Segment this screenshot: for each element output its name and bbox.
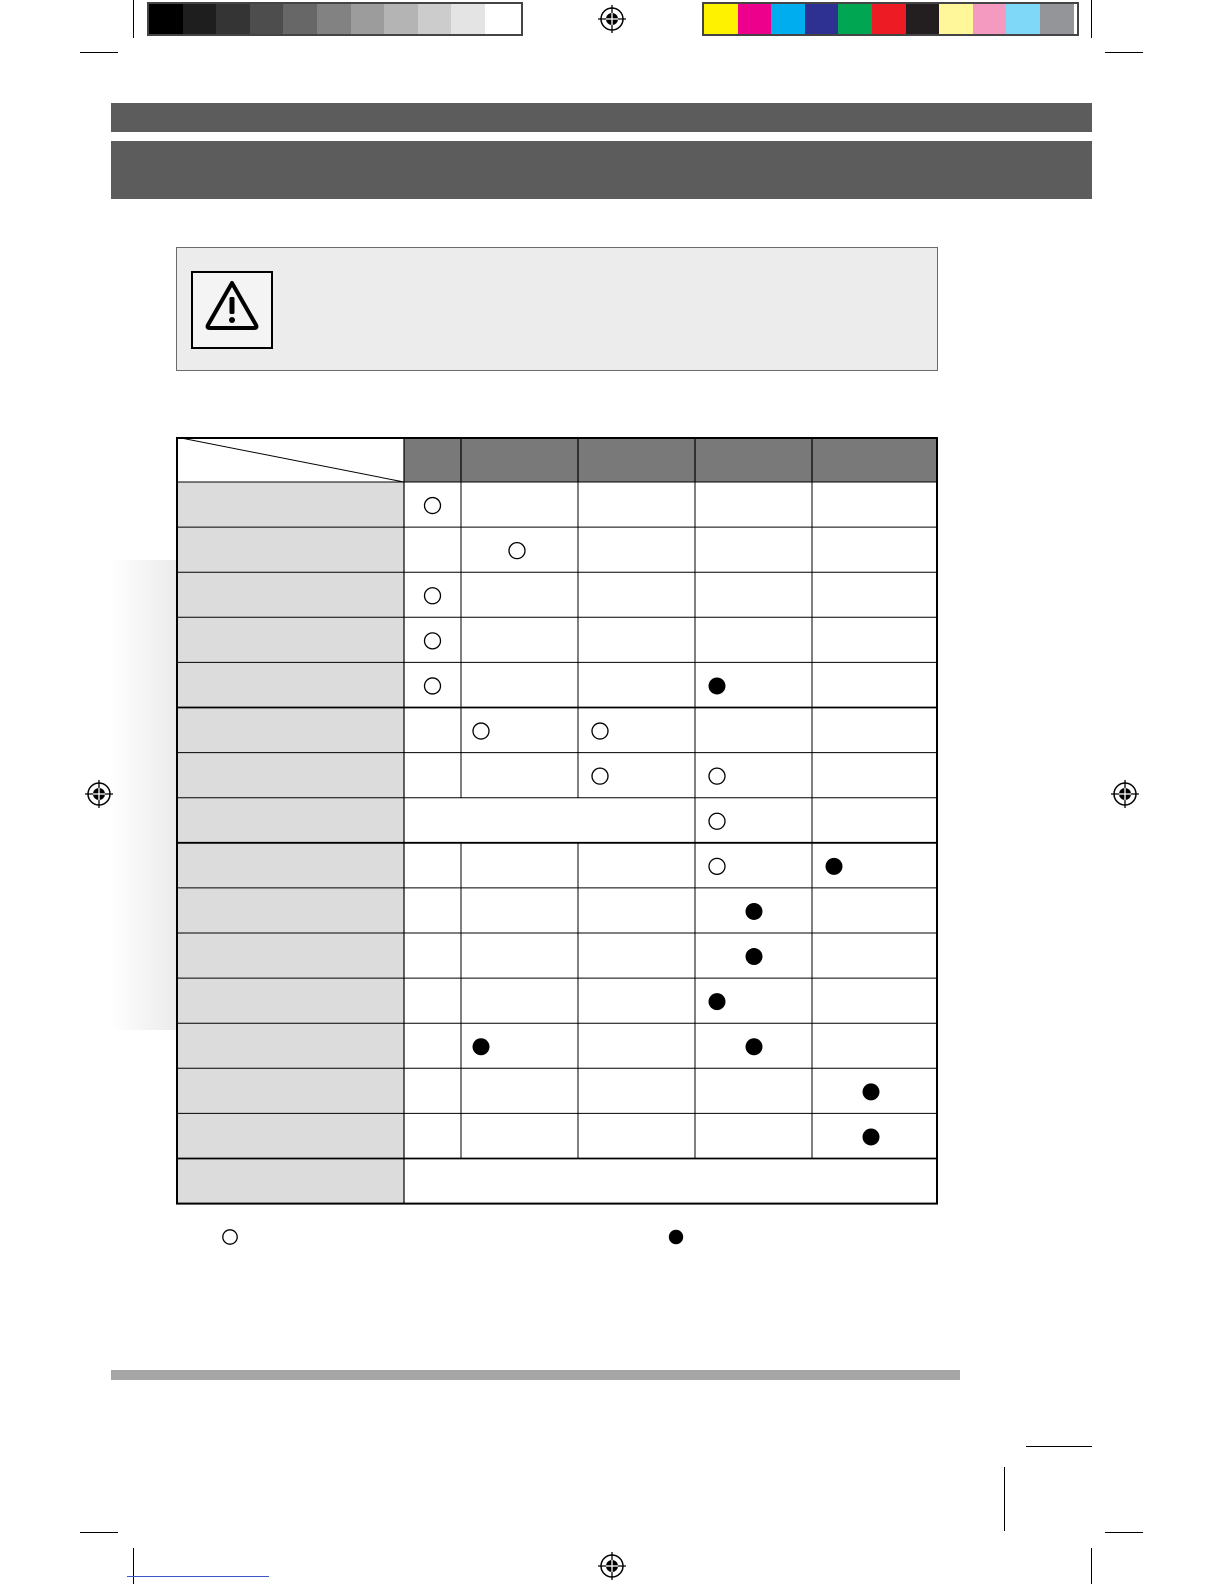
filled-circle-mark bbox=[746, 903, 763, 920]
row-label-cell bbox=[176, 1113, 404, 1158]
color-swatch bbox=[704, 4, 738, 34]
crop-mark bbox=[1091, 0, 1092, 38]
registration-mark-icon bbox=[598, 1552, 626, 1580]
color-swatch bbox=[250, 4, 284, 34]
footer-bar bbox=[111, 1370, 960, 1380]
filled-circle-mark bbox=[826, 858, 843, 875]
color-swatch bbox=[451, 4, 485, 34]
row-label-cell bbox=[176, 617, 404, 662]
color-swatch bbox=[283, 4, 317, 34]
compatibility-table-grid bbox=[176, 437, 938, 1209]
color-swatch bbox=[149, 4, 183, 34]
open-circle-mark bbox=[509, 543, 525, 559]
chapter-header-bar bbox=[111, 103, 1092, 132]
crop-mark bbox=[1105, 1532, 1143, 1533]
color-swatch bbox=[317, 4, 351, 34]
page-edge-mark bbox=[1004, 1467, 1005, 1531]
color-swatch bbox=[771, 4, 805, 34]
open-circle-mark bbox=[709, 768, 725, 784]
filled-circle-mark bbox=[746, 1038, 763, 1055]
open-circle-mark bbox=[592, 768, 608, 784]
registration-mark-icon bbox=[1111, 780, 1139, 808]
color-swatch bbox=[1040, 4, 1074, 34]
page-edge-mark bbox=[127, 1576, 269, 1577]
open-circle-mark bbox=[425, 498, 441, 514]
crop-mark bbox=[80, 1532, 118, 1533]
crop-mark bbox=[133, 0, 134, 38]
row-label-cell bbox=[176, 843, 404, 888]
legend-open-circle-icon bbox=[221, 1228, 239, 1246]
row-label-cell bbox=[176, 798, 404, 843]
registration-mark-icon bbox=[85, 780, 113, 808]
row-label-cell bbox=[176, 572, 404, 617]
open-circle-mark bbox=[592, 723, 608, 739]
crop-mark bbox=[133, 1548, 134, 1584]
color-swatch bbox=[872, 4, 906, 34]
row-label-cell bbox=[176, 978, 404, 1023]
warning-box bbox=[176, 247, 938, 371]
row-label-cell bbox=[176, 888, 404, 933]
row-label-cell bbox=[176, 662, 404, 707]
section-title-bar bbox=[111, 141, 1092, 199]
color-swatch bbox=[805, 4, 839, 34]
crop-mark bbox=[1091, 1548, 1092, 1584]
color-swatch bbox=[351, 4, 385, 34]
row-label-cell bbox=[176, 753, 404, 798]
open-circle-mark bbox=[709, 858, 725, 874]
grayscale-color-bar bbox=[147, 2, 523, 36]
table-header-row bbox=[404, 437, 937, 482]
color-swatch bbox=[418, 4, 452, 34]
warning-triangle-icon bbox=[191, 271, 273, 349]
background-shading bbox=[110, 560, 180, 1030]
open-circle-mark bbox=[425, 633, 441, 649]
open-circle-mark bbox=[425, 678, 441, 694]
color-swatch bbox=[384, 4, 418, 34]
row-label-cell bbox=[176, 1159, 404, 1204]
open-circle-mark bbox=[709, 813, 725, 829]
color-swatch bbox=[216, 4, 250, 34]
color-swatch bbox=[485, 4, 519, 34]
filled-circle-mark bbox=[709, 677, 726, 694]
filled-circle-mark bbox=[863, 1128, 880, 1145]
row-label-cell bbox=[176, 527, 404, 572]
color-swatch bbox=[1006, 4, 1040, 34]
registration-mark-icon bbox=[598, 5, 626, 33]
row-label-cell bbox=[176, 482, 404, 527]
filled-circle-mark bbox=[473, 1038, 490, 1055]
row-label-cell bbox=[176, 1023, 404, 1068]
row-label-cell bbox=[176, 933, 404, 978]
color-swatch bbox=[906, 4, 940, 34]
color-swatch bbox=[973, 4, 1007, 34]
color-swatch bbox=[838, 4, 872, 34]
filled-circle-mark bbox=[746, 948, 763, 965]
row-label-cell bbox=[176, 708, 404, 753]
color-swatch bbox=[738, 4, 772, 34]
filled-circle-mark bbox=[709, 993, 726, 1010]
color-swatch bbox=[939, 4, 973, 34]
crop-mark bbox=[80, 52, 118, 53]
compatibility-table bbox=[176, 437, 938, 1209]
process-color-bar bbox=[702, 2, 1079, 36]
color-swatch bbox=[183, 4, 217, 34]
page-edge-mark bbox=[1026, 1446, 1092, 1447]
filled-circle-mark bbox=[863, 1083, 880, 1100]
open-circle-mark bbox=[425, 588, 441, 604]
crop-mark bbox=[1105, 52, 1143, 53]
row-label-cell bbox=[176, 1068, 404, 1113]
legend-filled-circle-icon bbox=[667, 1228, 685, 1246]
open-circle-mark bbox=[473, 723, 489, 739]
